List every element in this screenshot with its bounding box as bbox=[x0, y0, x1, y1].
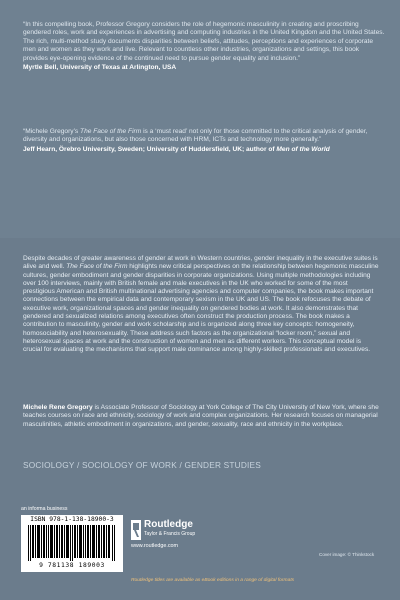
ebook-note: Routledge titles are available as eBook editions in a range of digital formats bbox=[131, 578, 295, 583]
informa-label: an informa business bbox=[21, 506, 68, 512]
isbn-number: 9 781138 189003 bbox=[39, 562, 105, 569]
endorsement-attribution: Myrtle Bell, University of Texas at Arlington, USA bbox=[23, 64, 177, 72]
endorsement-text: “In this compelling book, Professor Gregory considers the role of hegemonic masculinity in creating and proscribing gendered roles, work and experiences in advertising and computing industries in the United Kingdom and the United States. The rich, multi-method study documents disparities between beliefs, attitudes, perceptions and experiences of corporate men and women as they work and live. Relevant to countless other industries, organizations and settings, this book provides eye-opening evidence of the continued need to pursue gender equality and inclusion.” bbox=[23, 21, 385, 62]
endorsement-attribution bbox=[23, 146, 385, 154]
attribution-book-title: Men of the World bbox=[276, 145, 330, 153]
routledge-logo-icon bbox=[131, 520, 141, 540]
isbn-barcode bbox=[21, 515, 123, 572]
publisher-name: Routledge bbox=[144, 519, 193, 530]
isbn-label: ISBN 978-1-138-18900-3 bbox=[30, 516, 114, 523]
subject-categories: SOCIOLOGY / SOCIOLOGY OF WORK / GENDER STUDIES bbox=[23, 460, 262, 470]
barcode-icon bbox=[28, 525, 116, 561]
endorsement-text bbox=[23, 128, 385, 145]
cover-image-credit: Cover image: © Thinkstock bbox=[319, 552, 375, 557]
author-name: Michele Rene Gregory bbox=[23, 404, 93, 411]
endorsements-panel bbox=[0, 0, 400, 238]
book-description bbox=[23, 255, 380, 355]
endorsement-text-before: “Michele Gregory’s bbox=[23, 128, 81, 135]
description-part2: highlights new critical perspectives on the relationship between hegemonic masculine cultures, gender embodiment and gender disparities in corporate organizations. Using multiple methodologies including over 100 interviews, mainly with British female and male executives in the UK who worked for some of the most prestigious American and British multinational advertising agencies and computer companies, the book makes important connections between the empirical data and contemporary sexism in the UK and US. The book refocuses the debate of executive work, organizational spaces and gender inequality on gendered bodies at work. It also demonstrates that gendered and sexualized relations among executives often construct the production process. The book makes a contribution to masculinity, gender and work scholarship and is organized along three key concepts: homogeneity, homosociability and heterosexuality. These address such factors as the organizational “locker room,” sexual and heterosexual spaces at work and the construction of women and men as different workers. This conceptual model is crucial for evaluating the mechanisms that support male dominance among highly-skilled professionals and executives. bbox=[23, 263, 379, 354]
endorsement-quote bbox=[23, 21, 385, 72]
endorsement-text-after: is a ‘must read’ not only for those committed to the critical analysis of gender, diversity and organizations, but also those concerned with HRM, ICTs and technology more generally.” bbox=[23, 128, 368, 144]
publisher-url[interactable]: www.routledge.com bbox=[131, 543, 179, 549]
endorsement-book-title: The Face of the Firm bbox=[80, 128, 142, 135]
attribution-before: Jeff Hearn, Örebro University, Sweden; University of Huddersfield, UK; author of bbox=[23, 145, 277, 153]
publisher-subtitle: Taylor & Francis Group bbox=[144, 531, 196, 537]
author-bio bbox=[23, 404, 380, 429]
author-bio-text: is Associate Professor of Sociology at York College of The City University of New York, where she teaches courses on race and ethnicity, sociology of work and complex organizations. Her research focuses on managerial masculinities, athletic embodiment in organizations, and gender, sexuality, race and ethnicity in the workplace. bbox=[23, 404, 379, 428]
description-part1: Despite decades of greater awareness of gender at work in Western countries, gender inequality in the executive suites is alive and well. bbox=[23, 255, 378, 271]
endorsement-quote bbox=[23, 128, 385, 154]
description-book-title: The Face of the Firm bbox=[66, 263, 128, 271]
